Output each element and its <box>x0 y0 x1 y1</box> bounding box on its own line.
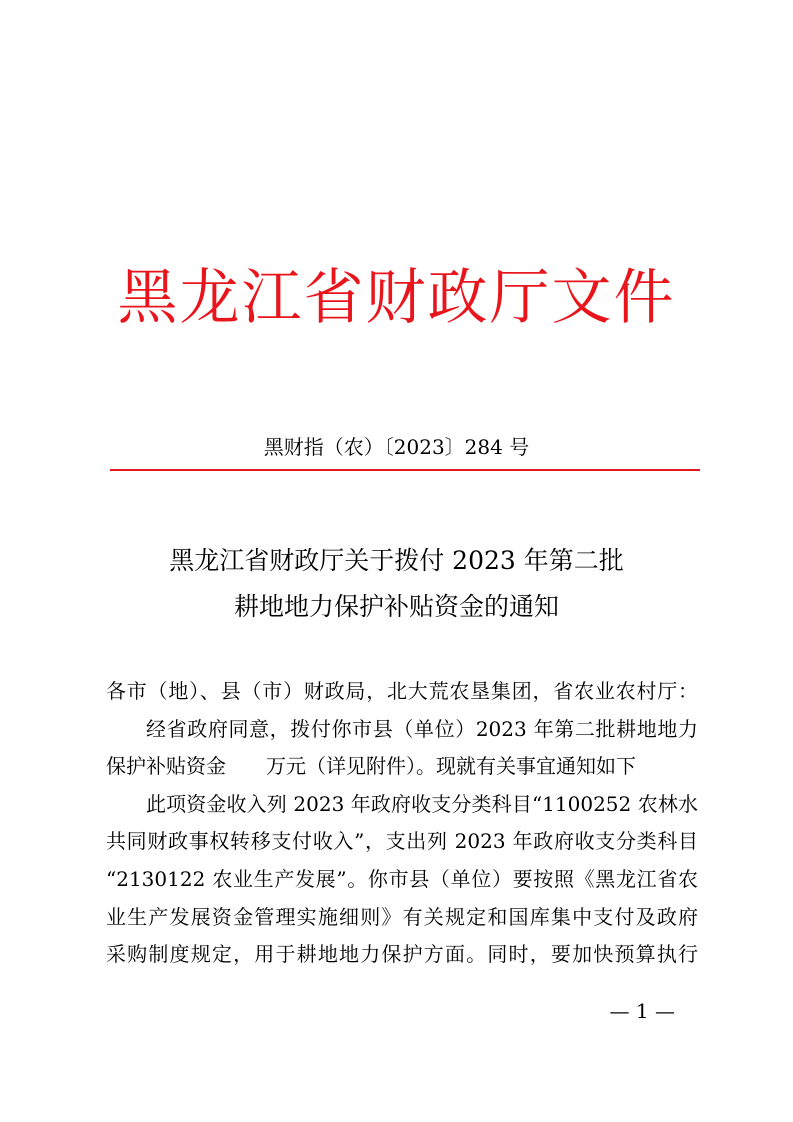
paragraph-1-line-2 <box>106 748 698 786</box>
paragraph-2-line-5: 采购制度规定，用于耕地地力保护方面。同时，要加快预算执行 <box>106 942 698 967</box>
page-number: — 1 — <box>609 999 675 1023</box>
paragraph-2-line-1: 此项资金收入列 2023 年政府收支分类科目“1100252 农林水 <box>146 791 698 816</box>
notice-body <box>106 673 698 974</box>
document-header-title: 黑龙江省财政厅文件 <box>117 263 676 333</box>
notice-title <box>0 538 793 630</box>
red-divider-line <box>110 469 700 471</box>
paragraph-1-line-1: 经省政府同意，拨付你市县（单位）2023 年第二批耕地地力 <box>146 716 698 741</box>
notice-title-line-2: 耕地地力保护补贴资金的通知 <box>233 592 559 621</box>
paragraph-2-line-4: 业生产发展资金管理实施细则》有关规定和国库集中支付及政府 <box>106 904 698 929</box>
paragraph-2-line-3: “2130122 农业生产发展”。你市县（单位）要按照《黑龙江省农 <box>106 866 698 891</box>
notice-title-line-1: 黑龙江省财政厅关于拨付 2023 年第二批 <box>169 546 624 575</box>
fund-unit-text: 万元（详见附件）。现就有关事宜通知如下 <box>266 754 636 779</box>
paragraph-2-line-2: 共同财政事权转移支付收入”，支出列 2023 年政府收支分类科目 <box>106 829 698 854</box>
document-number: 黑财指（农）〔2023〕284 号 <box>263 435 530 459</box>
fund-label: 保护补贴资金 <box>106 754 226 779</box>
addressee-line: 各市（地）、县（市）财政局，北大荒农垦集团，省农业农村厅： <box>106 679 698 703</box>
